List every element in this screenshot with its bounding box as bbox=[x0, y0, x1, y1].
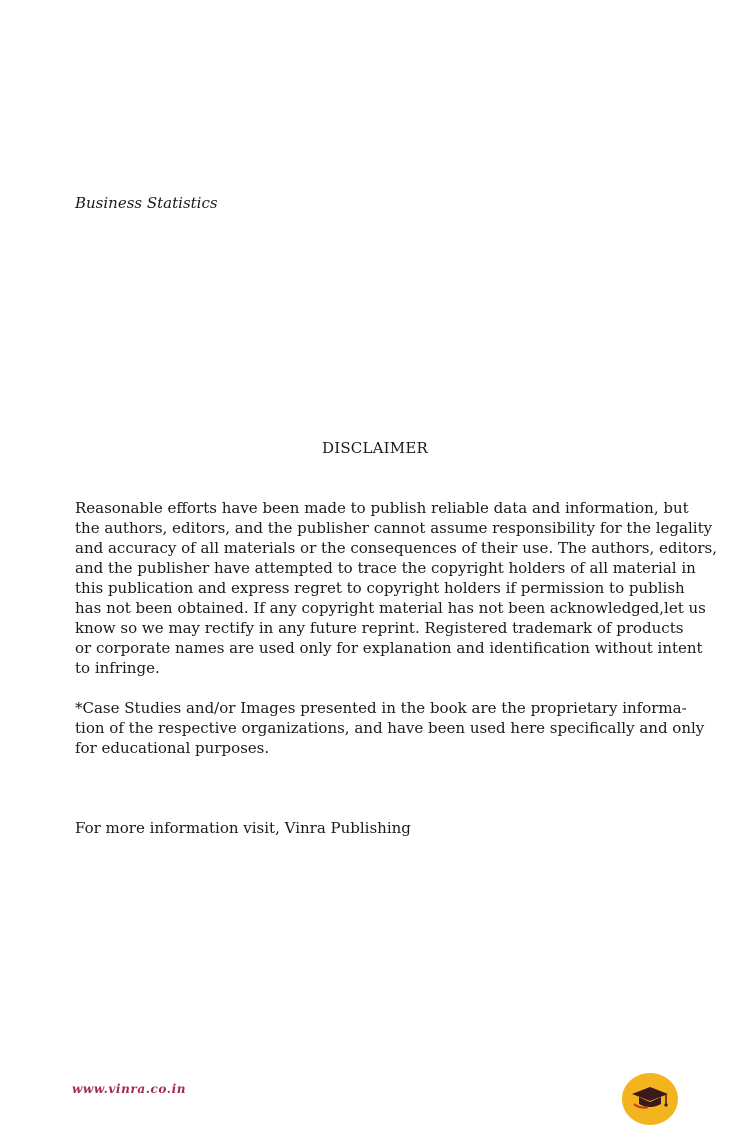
paragraph-line: for educational purposes. bbox=[75, 739, 270, 757]
case-studies-paragraph bbox=[75, 698, 705, 758]
paragraph-line: and accuracy of all materials or the consequences of their use. The authors, editors, bbox=[75, 539, 717, 557]
paragraph-line: or corporate names are used only for explanation and identification without intent bbox=[75, 639, 703, 657]
paragraph-line: *Case Studies and/or Images presented in the book are the proprietary informa- bbox=[75, 699, 687, 717]
paragraph-line: to infringe. bbox=[75, 659, 160, 677]
footer-url-link[interactable]: www.vinra.co.in bbox=[72, 1082, 187, 1096]
disclaimer-paragraph bbox=[75, 498, 717, 678]
paragraph-line: Reasonable efforts have been made to publish reliable data and information, but bbox=[75, 499, 689, 517]
running-head: Business Statistics bbox=[75, 194, 218, 212]
graduation-cap-icon bbox=[622, 1073, 678, 1125]
publisher-logo bbox=[622, 1073, 678, 1125]
paragraph-line: tion of the respective organizations, and have been used here specifically and only bbox=[75, 719, 705, 737]
paragraph-line: the authors, editors, and the publisher cannot assume responsibility for the legality bbox=[75, 519, 713, 537]
paragraph-line: has not been obtained. If any copyright material has not been acknowledged,let us bbox=[75, 599, 706, 617]
paragraph-line: know so we may rectify in any future reprint. Registered trademark of products bbox=[75, 619, 684, 637]
more-info-text: For more information visit, Vinra Publishing bbox=[75, 819, 411, 837]
paragraph-line: and the publisher have attempted to trace the copyright holders of all material in bbox=[75, 559, 696, 577]
paragraph-line: this publication and express regret to copyright holders if permission to publish bbox=[75, 579, 685, 597]
disclaimer-title: DISCLAIMER bbox=[321, 439, 429, 457]
